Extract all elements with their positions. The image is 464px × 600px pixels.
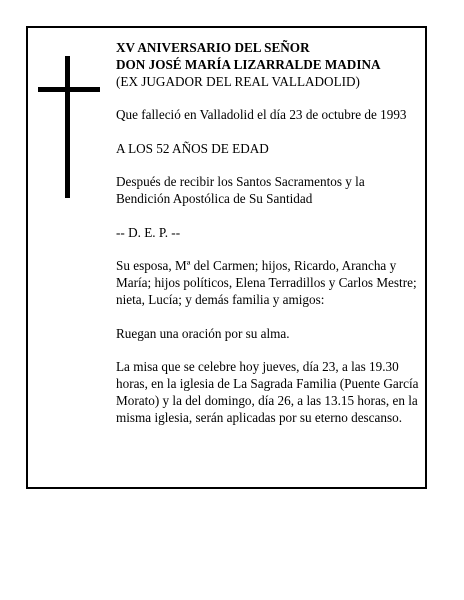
obituary-notice [26, 26, 427, 489]
cross-horizontal-bar [38, 87, 100, 92]
heading-line-1: XV ANIVERSARIO DEL SEÑOR [116, 40, 310, 55]
rip-line: -- D. E. P. -- [116, 224, 181, 240]
sacraments-statement: Después de recibir los Santos Sacramentos y la Bendición Apostólica de Su Santidad [116, 174, 365, 207]
cross-vertical-bar [65, 56, 70, 198]
heading-line-3: (EX JUGADOR DEL REAL VALLADOLID) [116, 73, 360, 89]
death-statement: Que falleció en Valladolid el día 23 de octubre de 1993 [116, 107, 407, 123]
family-list: Su esposa, Mª del Carmen; hijos, Ricardo, Arancha y María; hijos políticos, Elena Terradillos y Carlos Mestre; nieta, Lucía; y demás familia y amigos: [116, 258, 417, 307]
cross-icon [38, 56, 100, 198]
mass-details: La misa que se celebre hoy jueves, día 23, a las 19.30 horas, en la iglesia de La Sagrada Familia (Puente García Morato) y la del domingo, día 26, a las 13.15 horas, en la misma iglesia, serán aplicadas por su eterno descanso. [116, 359, 419, 425]
age-statement: A LOS 52 AÑOS DE EDAD [116, 140, 269, 156]
heading-line-2: DON JOSÉ MARÍA LIZARRALDE MADINA [116, 56, 381, 72]
notice-text [116, 40, 422, 443]
prayer-request: Ruegan una oración por su alma. [116, 325, 290, 341]
notice-heading [116, 40, 422, 90]
